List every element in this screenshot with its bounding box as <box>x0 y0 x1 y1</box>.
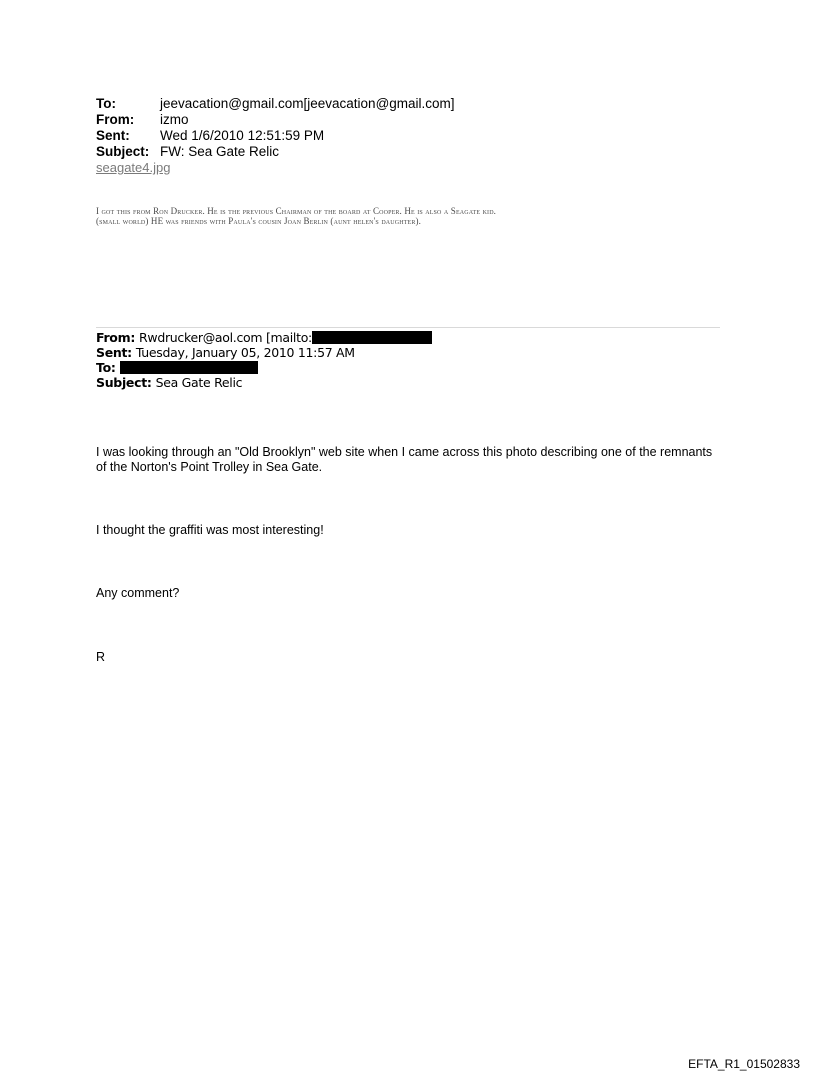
redaction-block <box>120 361 258 374</box>
sent-label: Sent: <box>96 128 130 143</box>
subject-label: Subject: <box>96 144 150 159</box>
fwd-sent-value: Tuesday, January 05, 2010 11:57 AM <box>135 345 355 360</box>
header-attachment-row <box>96 160 455 176</box>
forward-note-line-1: I got this from Ron Drucker. He is the previous Chairman of the board at Cooper. He is also a Seagate kid. <box>96 206 497 216</box>
redaction-block <box>312 331 432 344</box>
body-paragraph-3: Any comment? <box>96 586 180 600</box>
fwd-subject-value: Sea Gate Relic <box>155 375 243 390</box>
message-divider <box>96 327 720 328</box>
forwarded-header <box>96 330 432 390</box>
fwd-from-value: Rwdrucker@aol.com [mailto: <box>139 330 312 345</box>
fwd-subject-label: Subject: <box>96 375 152 390</box>
fwd-from-row <box>96 330 432 345</box>
header-to-row <box>96 96 455 112</box>
fwd-to-label: To: <box>96 360 116 375</box>
fwd-subject-row <box>96 375 432 390</box>
sent-value: Wed 1/6/2010 12:51:59 PM <box>160 128 325 143</box>
fwd-from-label: From: <box>96 330 136 345</box>
email-header <box>96 96 455 176</box>
forward-note <box>96 206 736 226</box>
fwd-sent-row <box>96 345 432 360</box>
from-value: izmo <box>160 112 189 127</box>
fwd-to-row <box>96 360 432 375</box>
body-paragraph-2: I thought the graffiti was most interesting! <box>96 523 324 537</box>
to-value: jeevacation@gmail.com[jeevacation@gmail.com] <box>160 96 455 111</box>
fwd-sent-label: Sent: <box>96 345 132 360</box>
subject-value: FW: Sea Gate Relic <box>160 144 280 159</box>
document-id: EFTA_R1_01502833 <box>688 1057 800 1071</box>
signature: R <box>96 650 106 664</box>
to-label: To: <box>96 96 116 111</box>
body-paragraph-1: I was looking through an "Old Brooklyn" web site when I came across this photo describing one of the remnants of the Norton's Point Trolley in Sea Gate. <box>96 445 713 474</box>
header-from-row <box>96 112 455 128</box>
header-subject-row <box>96 144 455 160</box>
header-sent-row <box>96 128 455 144</box>
attachment-link[interactable]: seagate4.jpg <box>96 160 171 175</box>
from-label: From: <box>96 112 135 127</box>
forward-note-line-2: (small world) HE was friends with Paula's cousin Joan Berlin (aunt helen's daughter). <box>96 216 422 226</box>
